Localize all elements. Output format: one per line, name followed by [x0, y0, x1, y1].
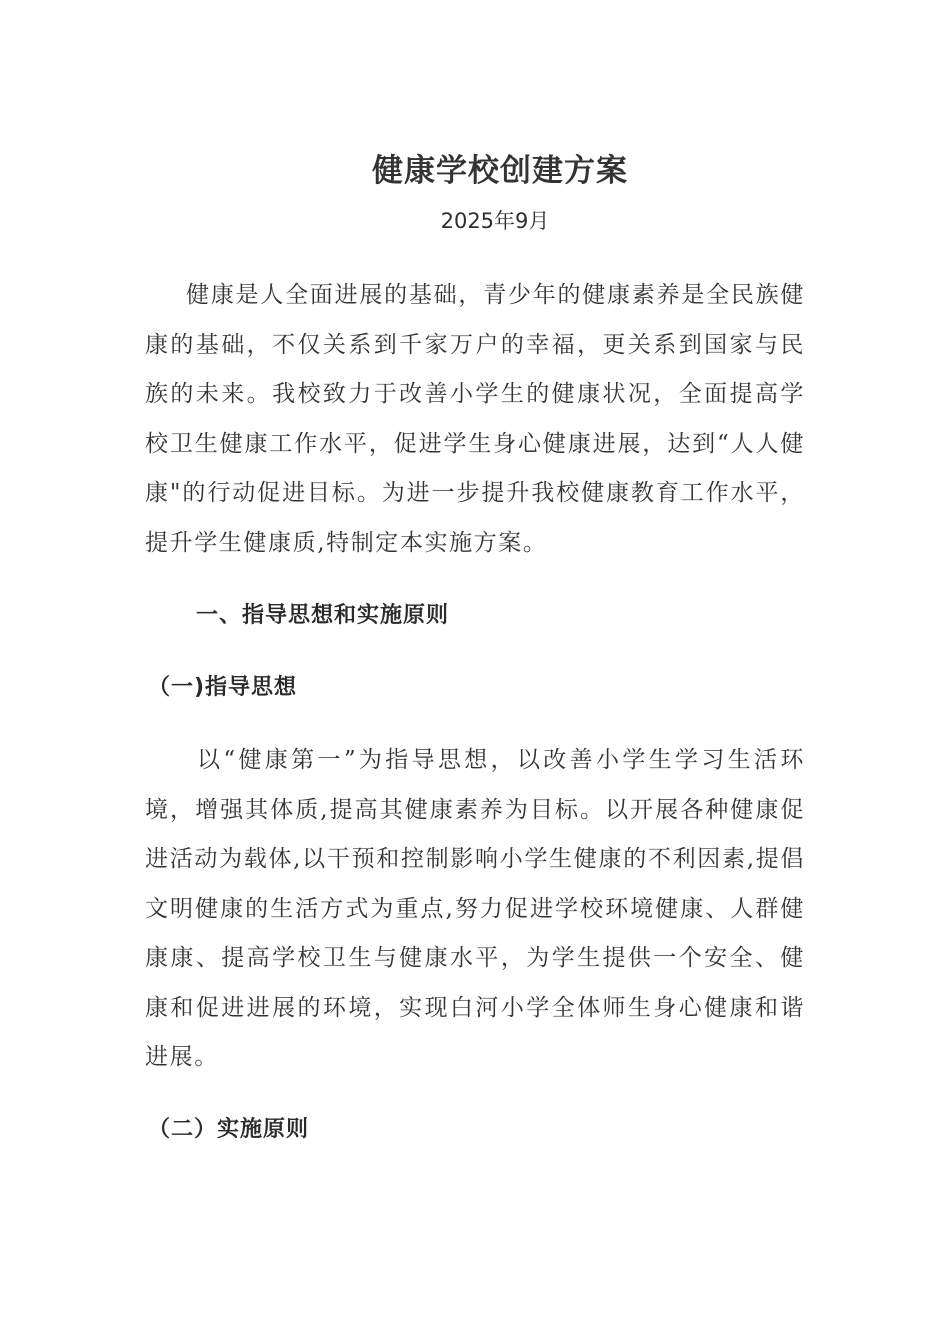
guiding-thought-paragraph: 以“健康第一”为指导思想，以改善小学生学习生活环境，增强其体质,提高其健康素养为目标。以开展各种健康促进活动为载体,以干预和控制影响小学生健康的不利因素,提倡文明健康的生活方式为重点,努力促进学校环境健康、人群健康康、提高学校卫生与健康水平，为学生提供一个安全、健康和促进进展的环境，实现白河小学全体师生身心健康和谐进展。	[145, 747, 805, 1070]
subsection-heading-implementation-principles: （二）实施原则	[148, 1117, 310, 1142]
subsection-heading-guiding-thought: （一)指导思想	[148, 675, 298, 700]
intro-paragraph: 健康是人全面进展的基础，青少年的健康素养是全民族健康的基础，不仅关系到千家万户的幸福，更关系到国家与民族的未来。我校致力于改善小学生的健康状况，全面提高学校卫生健康工作水平，促进学生身心健康进展，达到“人人健康"的行动促进目标。为进一步提升我校健康教育工作水平，提升学生健康质,特制定本实施方案。	[145, 282, 805, 556]
document-title: 健康学校创建方案	[372, 152, 628, 189]
document-date: 2025年9月	[440, 209, 550, 233]
section-heading-guiding-principles: 一、指导思想和实施原则	[196, 603, 450, 628]
